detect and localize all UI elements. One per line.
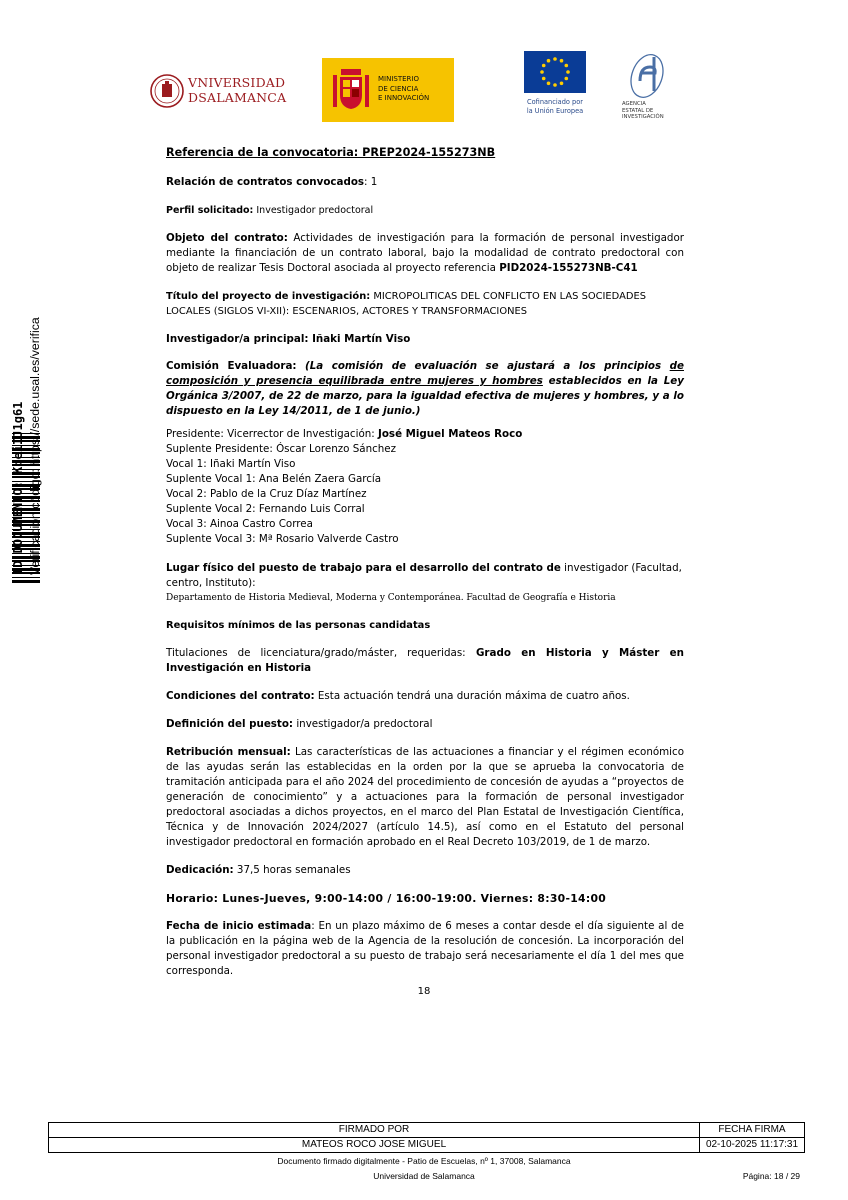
document-id: ID DOCUMENTO: KpeiIJ1g61 (11, 401, 25, 575)
document-body (166, 145, 684, 979)
signer-name: MATEOS ROCO JOSE MIGUEL (49, 1138, 700, 1153)
eu-cofunding-logo (520, 51, 590, 121)
fecha-label: Fecha de inicio estimada (166, 920, 312, 932)
condiciones-label: Condiciones del contrato: (166, 690, 315, 702)
presidente-label: Presidente: Vicerrector de Investigación: (166, 428, 379, 440)
condiciones-paragraph (166, 689, 684, 704)
dedicacion-label: Dedicación: (166, 864, 234, 876)
eu-text-line2: la Unión Europea (526, 107, 584, 115)
perfil-label: Perfil solicitado: (166, 205, 254, 216)
sign-date: 02-10-2025 11:17:31 (700, 1138, 805, 1153)
definicion-label: Definición del puesto: (166, 718, 294, 730)
sign-date-header: FECHA FIRMA (700, 1123, 805, 1138)
agency-text-line2: ESTATAL DE (622, 107, 654, 114)
dedicacion-paragraph (166, 863, 684, 878)
requisitos-title: Requisitos mínimos de las personas candidatas (166, 620, 431, 631)
lugar-rest: investigador (Facultad, centro, Instituto): (166, 562, 682, 589)
signature-table (48, 1122, 805, 1153)
barcode-bar (12, 577, 40, 578)
presidente-line (166, 427, 684, 442)
university-of-salamanca-logo (150, 72, 287, 110)
definicion-value: investigador/a predoctoral (293, 718, 433, 730)
lugar-value: Departamento de Historia Medieval, Moderna y Contemporánea. Facultad de Geografía e Historia (166, 593, 616, 603)
ip-label: Investigador/a principal: (166, 333, 309, 345)
footer-institution: Universidad de Salamanca (373, 1171, 475, 1181)
objeto-reference: PID2024-155273NB-C41 (499, 262, 638, 274)
verification-url[interactable]: Verificación código: https://sede.usal.es/verifica (28, 317, 42, 575)
ip-value: Iñaki Martín Viso (308, 333, 411, 345)
retribucion-paragraph (166, 745, 684, 850)
lugar-paragraph (166, 561, 684, 591)
comision-text-b: establecidos en la Ley Orgánica 3/2007, de 22 de marzo, para la igualdad efectiva de mujeres y hombres, y a lo dispuesto en la Ley 14/2011, de 1 de junio.) (166, 375, 684, 417)
ministry-name-line3: E INNOVACIÓN (378, 94, 430, 102)
agency-text-line1: AGENCIA (622, 101, 646, 107)
ministry-name-line2: DE CIENCIA (378, 84, 419, 93)
comision-label: Comisión Evaluadora: (166, 360, 297, 372)
agency-emblem-icon (624, 51, 670, 101)
spain-coat-of-arms-icon (331, 65, 371, 115)
ministry-science-innovation-logo (322, 58, 454, 122)
eu-flag-icon (524, 51, 586, 93)
footer-page-counter: Página: 18 / 29 (742, 1171, 800, 1181)
signed-by-header: FIRMADO POR (49, 1123, 700, 1138)
reference-title: Referencia de la convocatoria: PREP2024-155273NB (166, 146, 496, 159)
eu-text-line1: Cofinanciado por (527, 98, 583, 106)
objeto-text: Actividades de investigación para la formación de personal investigador mediante la financiación de un contrato laboral, bajo la modalidad de contrato predoctoral con objeto de realizar Tesis Doctoral asociada al proyecto referencia (166, 232, 684, 274)
ip-paragraph (166, 332, 684, 347)
page-number: 18 (417, 986, 431, 997)
relacion-paragraph (166, 175, 684, 190)
perfil-paragraph (166, 203, 684, 218)
objeto-paragraph (166, 231, 684, 276)
comision-text-underlined: de composición y presencia equilibrada entre mujeres y hombres (166, 360, 684, 387)
committee-member: Suplente Vocal 3: Mª Rosario Valverde Castro (166, 533, 399, 545)
fecha-value: : En un plazo máximo de 6 meses a contar desde el día siguiente al de la publicación en la página web de la Agencia de la resolución de concesión. La incorporación del personal investigador predoctoral a su puesto de trabajo será necesariamente el día 1 del mes que corresponda. (166, 920, 684, 977)
university-seal-icon (150, 72, 184, 110)
barcode-bar (12, 580, 40, 583)
committee-member: Vocal 3: Ainoa Castro Correa (166, 518, 313, 530)
committee-member: Suplente Vocal 1: Ana Belén Zaera García (166, 473, 382, 485)
titulaciones-paragraph (166, 646, 684, 676)
ministry-name-line1: MINISTERIO (378, 75, 419, 83)
retribucion-label: Retribución mensual: (166, 746, 291, 758)
titulo-value: MICROPOLITICAS DEL CONFLICTO EN LAS SOCIEDADES LOCALES (SIGLOS VI-XII): ESCENARIOS, ACTORES Y TRANSFORMACIONES (166, 291, 646, 317)
titulaciones-label: Titulaciones de licenciatura/grado/máster, requeridas: (166, 647, 466, 659)
titulaciones-value: Grado en Historia y Máster en Investigación en Historia (166, 647, 684, 674)
committee-member: Suplente Presidente: Óscar Lorenzo Sánchez (166, 443, 397, 455)
research-agency-logo (616, 51, 676, 123)
committee-member: Vocal 1: Iñaki Martín Viso (166, 458, 296, 470)
perfil-value: Investigador predoctoral (253, 205, 374, 216)
agency-text-line3: INVESTIGACIÓN (622, 114, 664, 121)
comision-text-a: (La comisión de evaluación se ajustará a los principios (296, 360, 670, 372)
condiciones-value: Esta actuación tendrá una duración máxima de cuatro años. (314, 690, 630, 702)
relacion-label: Relación de contratos convocados (166, 176, 365, 188)
footer-signature-note: Documento firmado digitalmente - Patio de Escuelas, nº 1, 37008, Salamanca (277, 1156, 571, 1166)
titulo-paragraph (166, 289, 684, 319)
verification-strip (10, 215, 46, 575)
horario-line: Horario: Lunes-Jueves, 9:00-14:00 / 16:00-19:00. Viernes: 8:30-14:00 (166, 892, 607, 905)
university-name-line1: VNIVERSIDAD (188, 75, 286, 90)
committee-member: Vocal 2: Pablo de la Cruz Díaz Martínez (166, 488, 367, 500)
titulo-label: Título del proyecto de investigación: (166, 291, 371, 302)
committee-member: Suplente Vocal 2: Fernando Luis Corral (166, 503, 365, 515)
relacion-value: : 1 (364, 176, 378, 188)
university-name-line2: DSALAMANCA (188, 90, 287, 105)
dedicacion-value: 37,5 horas semanales (233, 864, 351, 876)
definicion-paragraph (166, 717, 684, 732)
retribucion-value: Las características de las actuaciones a financiar y el régimen económico de las ayudas serán las establecidas en la orden por la que se aprueba la convocatoria de tramitación anticipada para el año 2024 del procedimiento de concesión de ayudas a “proyectos de generación de conocimiento” y a actuaciones para la formación de personal investigador predoctoral asociadas a dichos proyectos, en el marco del Plan Estatal de Investigación Científica, Técnica y de Innovación 2024/2027 (artículo 14.5), así como en el Estatuto del personal investigador predoctoral en formación aprobado en el Real Decreto 103/2019, de 1 de marzo. (166, 746, 684, 848)
comision-paragraph (166, 359, 684, 419)
presidente-name: José Miguel Mateos Roco (378, 428, 523, 440)
lugar-label: Lugar físico del puesto de trabajo para el desarrollo del contrato de (166, 562, 561, 574)
fecha-paragraph (166, 919, 684, 979)
objeto-label: Objeto del contrato: (166, 232, 288, 244)
